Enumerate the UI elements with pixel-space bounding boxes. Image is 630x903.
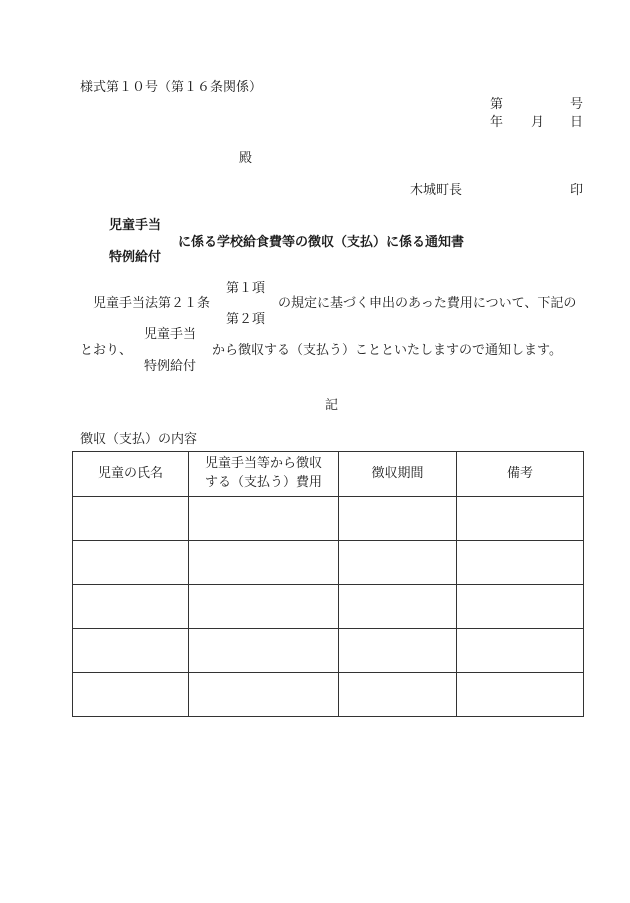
contents-table <box>72 451 584 717</box>
ki-marker: 記 <box>325 398 339 413</box>
cell-period[interactable] <box>339 673 457 717</box>
header-cost-line2: する（支払う）費用 <box>204 475 322 490</box>
clause-option-1: 第１項 <box>226 281 266 296</box>
cell-remarks[interactable] <box>457 497 584 541</box>
cell-cost[interactable] <box>189 629 339 673</box>
benefit-option-1: 児童手当 <box>144 327 197 342</box>
cell-cost[interactable] <box>189 585 339 629</box>
form-number: 様式第１０号（第１６条関係） <box>80 80 263 95</box>
addressee-honorific: 殿 <box>239 151 253 166</box>
cell-remarks[interactable] <box>457 673 584 717</box>
date-day: 日 <box>570 115 584 130</box>
clause-option-2: 第２項 <box>226 312 266 327</box>
table-row <box>73 497 584 541</box>
sender-seal: 印 <box>570 183 584 198</box>
cell-cost[interactable] <box>189 497 339 541</box>
table-row <box>73 541 584 585</box>
cell-child-name[interactable] <box>73 629 189 673</box>
benefit-option-2: 特例給付 <box>144 359 197 374</box>
header-cost <box>189 452 339 497</box>
header-child-name: 児童の氏名 <box>73 452 189 497</box>
cell-remarks[interactable] <box>457 629 584 673</box>
cell-remarks[interactable] <box>457 541 584 585</box>
header-remarks: 備考 <box>457 452 584 497</box>
body-line2-prefix: とおり、 <box>80 343 133 358</box>
body-line2-suffix: から徴収する（支払う）ことといたしますので通知します。 <box>212 343 562 358</box>
doc-number-prefix: 第 <box>490 97 504 112</box>
doc-number-suffix: 号 <box>570 97 584 112</box>
cell-period[interactable] <box>339 585 457 629</box>
section-title: 徴収（支払）の内容 <box>80 432 198 447</box>
title-option-2: 特例給付 <box>109 250 162 265</box>
cell-remarks[interactable] <box>457 585 584 629</box>
table-header-row <box>73 452 584 497</box>
cell-period[interactable] <box>339 497 457 541</box>
cell-child-name[interactable] <box>73 585 189 629</box>
date-month: 月 <box>531 115 545 130</box>
title-main: に係る学校給食費等の徴収（支払）に係る通知書 <box>178 235 465 250</box>
table-row <box>73 585 584 629</box>
table-row <box>73 629 584 673</box>
cell-period[interactable] <box>339 541 457 585</box>
body-line1-prefix: 児童手当法第２１条 <box>93 296 211 311</box>
cell-period[interactable] <box>339 629 457 673</box>
body-line1-suffix: の規定に基づく申出のあった費用について、下記の <box>278 296 577 311</box>
header-period: 徴収期間 <box>339 452 457 497</box>
cell-cost[interactable] <box>189 541 339 585</box>
table-row <box>73 673 584 717</box>
title-option-1: 児童手当 <box>109 218 162 233</box>
header-cost-line1: 児童手当等から徴収 <box>204 456 322 472</box>
cell-child-name[interactable] <box>73 673 189 717</box>
sender-name: 木城町長 <box>410 183 463 198</box>
date-year: 年 <box>490 115 504 130</box>
cell-cost[interactable] <box>189 673 339 717</box>
cell-child-name[interactable] <box>73 497 189 541</box>
cell-child-name[interactable] <box>73 541 189 585</box>
